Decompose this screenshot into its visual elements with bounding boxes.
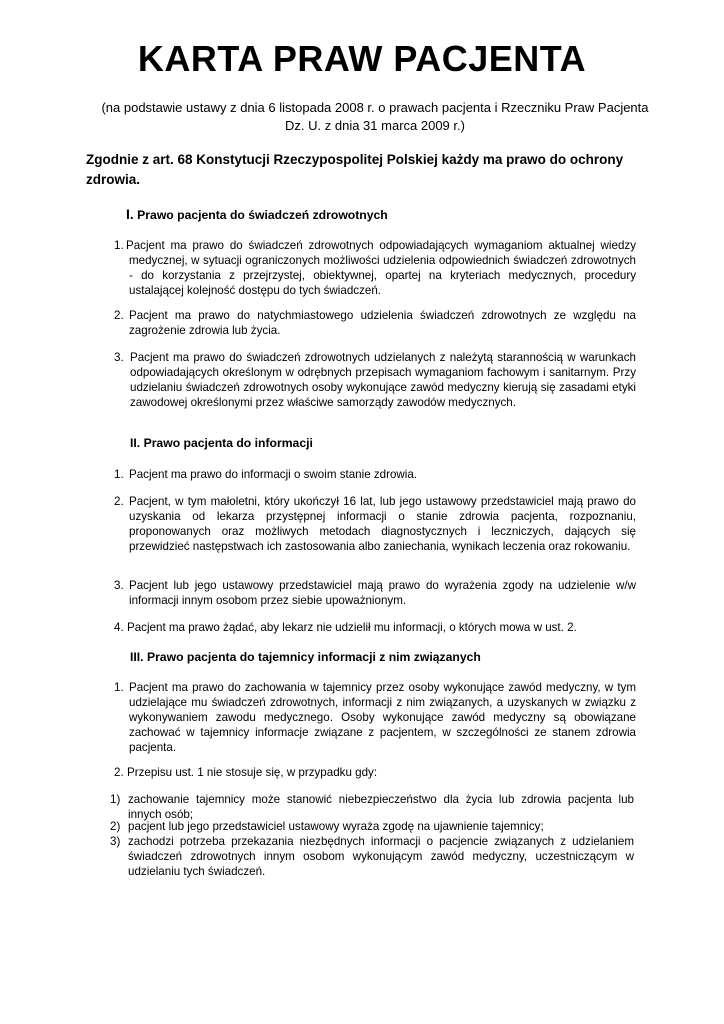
item-text: Pacjent ma prawo do natychmiastowego udzielenia świadczeń zdrowotnych ze względu na zagrożenie zdrowia lub życia.	[129, 309, 636, 337]
document-title: KARTA PRAW PACJENTA	[137, 38, 587, 79]
item-text: Pacjent ma prawo żądać, aby lekarz nie udzielił mu informacji, o których mowa w ust. 2.	[127, 621, 577, 634]
section-1-title: Prawo pacjenta do świadczeń zdrowotnych	[137, 208, 388, 222]
section-1-item-2	[114, 308, 636, 338]
subitem-text: zachodzi potrzeba przekazania niezbędnych informacji o pacjencie związanych z udzielaniem świadczeń zdrowotnych innym osobom wykonującym zawód medyczny, uczestniczącym w udzielaniu tych świadczeń.	[128, 835, 634, 878]
constitution-intro: Zgodnie z art. 68 Konstytucji Rzeczypospolitej Polskiej każdy ma prawo do ochrony zdrowia.	[86, 152, 624, 187]
document-subtitle	[80, 99, 670, 135]
item-number: 3.	[114, 579, 124, 592]
section-2-title: Prawo pacjenta do informacji	[143, 436, 313, 450]
item-number: 2.	[114, 309, 124, 322]
section-2-heading	[130, 436, 313, 450]
item-number: 2.	[114, 766, 124, 779]
item-text: Pacjent ma prawo do informacji o swoim stanie zdrowia.	[129, 468, 418, 481]
section-2-roman: II.	[130, 436, 141, 450]
subitem-number: 3)	[110, 835, 121, 848]
item-text: Pacjent ma prawo do świadczeń zdrowotnych udzielanych z należytą starannością w warunkach odpowiadających określonym w odrębnych przepisach wymaganiom fachowym i sanitarnym. Przy udzielaniu świadczeń zdrowotnych osoby wykonujące zawód medyczny kierują się zasadami etyki zawodowej określonymi przez właściwe samorządy zawodów medycznych.	[130, 351, 636, 409]
item-number: 4.	[114, 621, 124, 634]
item-number: 1.	[114, 468, 124, 481]
subtitle-line-1: (na podstawie ustawy z dnia 6 listopada 2008 r. o prawach pacjenta i Rzeczniku Praw Pacjenta	[101, 100, 649, 115]
section-3-heading	[130, 650, 481, 664]
section-2-item-2	[114, 494, 636, 554]
section-3-item-2	[114, 765, 636, 780]
item-text: Pacjent lub jego ustawowy przedstawiciel mają prawo do wyrażenia zgody na udzielenie w/w informacji innym osobom przez siebie upoważnionym.	[129, 579, 636, 607]
section-1-roman: I.	[126, 206, 134, 222]
section-3-roman: III.	[130, 650, 144, 664]
subitem-number: 1)	[110, 793, 121, 806]
item-number: 3.	[114, 351, 124, 364]
section-3-item-1	[114, 680, 636, 755]
subtitle-line-2: Dz. U. z dnia 31 marca 2009 r.)	[285, 118, 465, 133]
item-number: 1.	[114, 239, 124, 252]
section-1-heading	[126, 206, 388, 222]
section-2-item-1	[114, 467, 636, 482]
subitem-text: pacjent lub jego przedstawiciel ustawowy wyraża zgodę na ujawnienie tajemnicy;	[128, 820, 544, 833]
section-2-item-4	[114, 620, 636, 635]
subitem-text: zachowanie tajemnicy może stanowić niebezpieczeństwo dla życia lub zdrowia pacjenta lub innych osób;	[128, 793, 634, 821]
item-number: 2.	[114, 495, 124, 508]
section-2-item-3	[114, 578, 636, 608]
section-3-subitem-1	[110, 792, 634, 822]
section-3-title: Prawo pacjenta do tajemnicy informacji z nim związanych	[146, 650, 481, 664]
subitem-number: 2)	[110, 820, 121, 833]
section-3-subitem-3	[110, 834, 634, 879]
item-text: Przepisu ust. 1 nie stosuje się, w przypadku gdy:	[127, 766, 378, 779]
item-text: Pacjent, w tym małoletni, który ukończył 16 lat, lub jego ustawowy przedstawiciel mają prawo do uzyskania od lekarza przystępnej informacji o stanie zdrowia pacjenta, rozpoznaniu, proponowanych oraz możliwych metodach diagnostycznych i leczniczych, dających się przewidzieć następstwach ich zastosowania albo zaniechania, wynikach leczenia oraz rokowaniu.	[129, 495, 636, 553]
item-number: 1.	[114, 681, 124, 694]
section-1-item-1	[114, 238, 636, 298]
item-text: Pacjent ma prawo do świadczeń zdrowotnych odpowiadających wymaganiom aktualnej wiedzy medycznej, w sytuacji ograniczonych możliwości udzielenia odpowiednich świadczeń zdrowotnych - do korzystania z przejrzystej, obiektywnej, opartej na kryteriach medycznych, procedury ustalającej kolejność dostępu do tych świadczeń.	[126, 239, 636, 297]
section-1-item-3	[114, 350, 636, 410]
section-3-subitem-2	[110, 819, 634, 834]
item-text: Pacjent ma prawo do zachowania w tajemnicy przez osoby wykonujące zawód medyczny, w tym udzielające mu świadczeń zdrowotnych, informacji z nim związanych, a uzyskanych w związku z wykonywaniem zawodu medycznego. Osoby wykonujące zawód medyczny są obowiązane zachować w tajemnicy informacje związane z pacjentem, w szczególności ze stanem zdrowia pacjenta.	[129, 681, 636, 754]
